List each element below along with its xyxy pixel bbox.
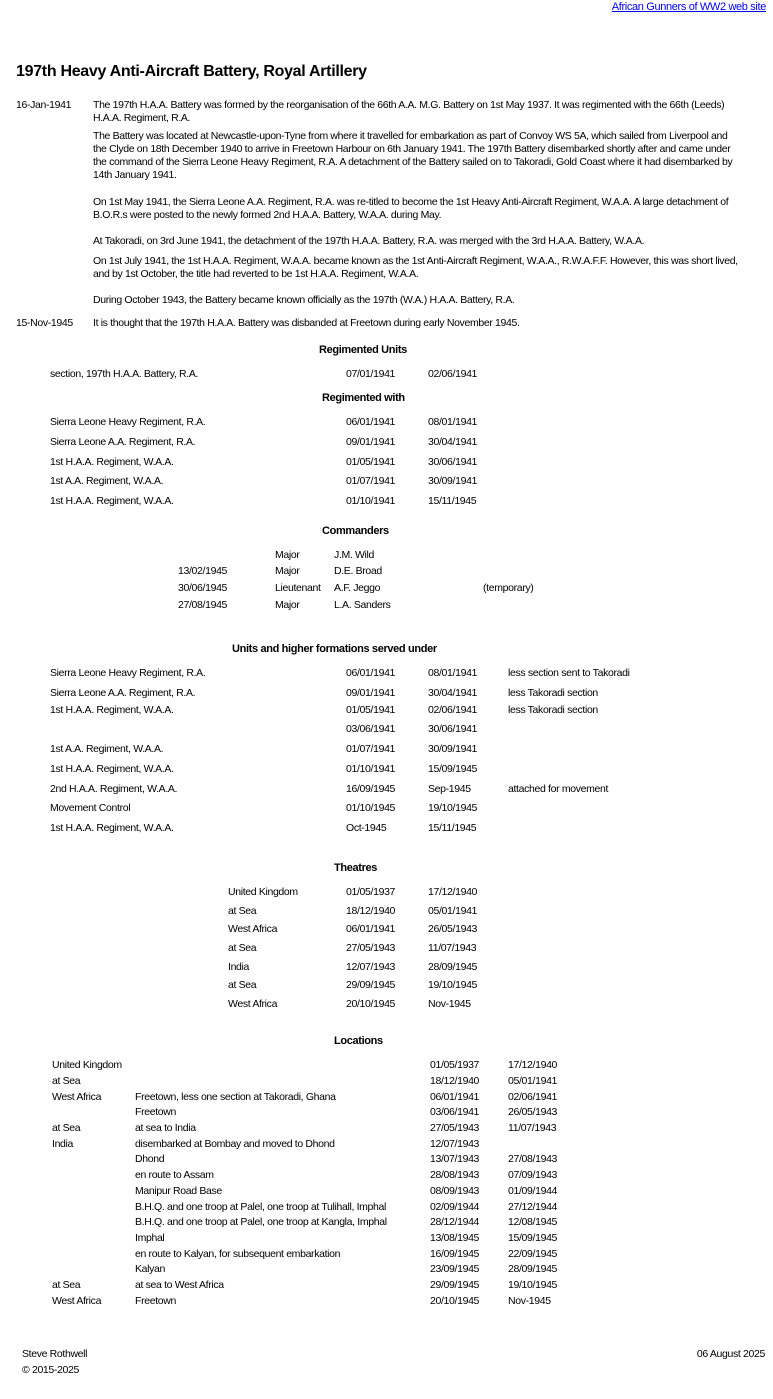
unit-name: 2nd H.A.A. Regiment, W.A.A. [50, 783, 178, 795]
date-from: 01/05/1941 [346, 704, 396, 716]
footer-copyright: © 2015-2025 [22, 1364, 80, 1376]
location-place: Freetown [135, 1106, 176, 1118]
location-place: Imphal [135, 1232, 165, 1244]
date-to: 28/09/1945 [428, 961, 478, 973]
date-from: 01/07/1941 [346, 743, 396, 755]
location-region: West Africa [52, 1091, 102, 1103]
location-place: en route to Assam [135, 1169, 214, 1181]
commander-name: A.F. Jeggo [334, 582, 381, 594]
theatre-place: United Kingdom [228, 886, 298, 898]
commander-rank: Lieutenant [275, 582, 321, 594]
history-paragraph: On 1st July 1941, the 1st H.A.A. Regiment, W.A.A. became known as the 1st Anti-Aircraft Regiment, W.A.A., R.W.A.F.F. However, this was short lived, and by 1st October, the title had reverted to be 1st H.A.A. Regiment, W.A.A. [93, 255, 738, 280]
unit-name: section, 197th H.A.A. Battery, R.A. [50, 368, 199, 380]
footer-date: 06 August 2025 [696, 1348, 765, 1360]
date-from: 18/12/1940 [430, 1075, 480, 1087]
date-from: 06/01/1941 [346, 667, 396, 679]
date-to: 01/09/1944 [508, 1185, 558, 1197]
locations-heading: Locations [334, 1035, 383, 1047]
date-from: 03/06/1941 [430, 1106, 480, 1118]
footer-author: Steve Rothwell [22, 1348, 88, 1360]
formations-heading: Units and higher formations served under [232, 643, 437, 655]
history-paragraph: It is thought that the 197th H.A.A. Battery was disbanded at Freetown during early November 1945. [93, 317, 520, 329]
date-to: 30/06/1941 [428, 456, 478, 468]
commander-rank: Major [275, 549, 300, 561]
unit-name: 1st A.A. Regiment, W.A.A. [50, 743, 164, 755]
date-from: 18/12/1940 [346, 905, 396, 917]
date-to: 17/12/1940 [508, 1059, 558, 1071]
commander-name: L.A. Sanders [334, 599, 391, 611]
date-to: 30/04/1941 [428, 687, 478, 699]
date-from: 07/01/1941 [346, 368, 396, 380]
date-from: 09/01/1941 [346, 687, 396, 699]
history-paragraph: During October 1943, the Battery became known officially as the 197th (W.A.) H.A.A. Battery, R.A. [93, 294, 515, 306]
date-to: Nov-1945 [508, 1295, 551, 1307]
history-paragraph: On 1st May 1941, the Sierra Leone A.A. Regiment, R.A. was re-titled to become the 1st Heavy Anti-Aircraft Regiment, W.A.A. A large detachment of B.O.R.s were posted to the newly formed 2nd H.A.A. Battery, W.A.A. during May. [93, 196, 729, 221]
theatre-place: at Sea [228, 979, 257, 991]
date-to: 11/07/1943 [428, 942, 477, 954]
history-date: 16-Jan-1941 [16, 99, 72, 111]
date-from: 12/07/1943 [430, 1138, 480, 1150]
location-place: disembarked at Bombay and moved to Dhond [135, 1138, 335, 1150]
date-to: 26/05/1943 [508, 1106, 558, 1118]
theatres-heading: Theatres [334, 862, 378, 874]
date-to: 26/05/1943 [428, 923, 478, 935]
history-paragraph: The 197th H.A.A. Battery was formed by the reorganisation of the 66th A.A. M.G. Battery on 1st May 1937. It was regimented with the 66th (Leeds) H.A.A. Regiment, R.A. [93, 99, 725, 124]
date-to: 08/01/1941 [428, 416, 478, 428]
location-region: India [52, 1138, 74, 1150]
date-from: 01/10/1945 [346, 802, 396, 814]
date-to: 30/09/1941 [428, 475, 478, 487]
date-to: 22/09/1945 [508, 1248, 558, 1260]
unit-name: 1st H.A.A. Regiment, W.A.A. [50, 704, 174, 716]
date-from: 06/01/1941 [346, 416, 396, 428]
commander-date: 27/08/1945 [178, 599, 228, 611]
location-place: Dhond [135, 1153, 165, 1165]
formation-note: less Takoradi section [508, 704, 598, 716]
date-to: 07/09/1943 [508, 1169, 558, 1181]
date-to: 28/09/1945 [508, 1263, 558, 1275]
location-region: West Africa [52, 1295, 102, 1307]
date-from: 08/09/1943 [430, 1185, 480, 1197]
date-to: 05/01/1941 [508, 1075, 558, 1087]
location-place: Freetown [135, 1295, 176, 1307]
date-from: 27/05/1943 [430, 1122, 480, 1134]
commander-name: J.M. Wild [334, 549, 375, 561]
date-to: 02/06/1941 [428, 368, 478, 380]
history-paragraph: The Battery was located at Newcastle-upon-Tyne from where it travelled for embarkation as part of Convoy WS 5A, which sailed from Liverpool and the Clyde on 18th December 1940 to arrive in Freetown Harbour on 6th January 1941. The 197th Battery disembarked shortly after and came under the command of the Sierra Leone Heavy Regiment, R.A. A detachment of the Battery sailed on to Takoradi, Gold Coast where it had disembarked by 14th January 1941. [93, 130, 733, 181]
date-from: 16/09/1945 [346, 783, 396, 795]
date-from: 27/05/1943 [346, 942, 396, 954]
location-place: at sea to West Africa [135, 1279, 224, 1291]
date-from: 01/10/1941 [346, 763, 396, 775]
date-from: 01/05/1941 [346, 456, 396, 468]
date-from: 06/01/1941 [346, 923, 396, 935]
unit-name: 1st H.A.A. Regiment, W.A.A. [50, 456, 174, 468]
date-to: 05/01/1941 [428, 905, 478, 917]
formation-note: less Takoradi section [508, 687, 598, 699]
location-place: at sea to India [135, 1122, 196, 1134]
unit-name: Movement Control [50, 802, 131, 814]
date-from: 01/07/1941 [346, 475, 396, 487]
commander-rank: Major [275, 565, 300, 577]
regimented-with-heading: Regimented with [322, 392, 405, 404]
unit-name: 1st H.A.A. Regiment, W.A.A. [50, 822, 174, 834]
location-region: at Sea [52, 1075, 81, 1087]
date-to: 12/08/1945 [508, 1216, 558, 1228]
commander-rank: Major [275, 599, 300, 611]
location-region: at Sea [52, 1279, 81, 1291]
date-from: 16/09/1945 [430, 1248, 480, 1260]
date-to: 11/07/1943 [508, 1122, 557, 1134]
unit-name: 1st H.A.A. Regiment, W.A.A. [50, 763, 174, 775]
date-from: 29/09/1945 [430, 1279, 480, 1291]
theatre-place: at Sea [228, 942, 257, 954]
commander-date: 30/06/1945 [178, 582, 228, 594]
history-date: 15-Nov-1945 [16, 317, 73, 329]
date-from: 13/07/1943 [430, 1153, 480, 1165]
date-to: 08/01/1941 [428, 667, 478, 679]
date-from: 01/05/1937 [346, 886, 396, 898]
location-region: United Kingdom [52, 1059, 122, 1071]
date-from: Oct-1945 [346, 822, 387, 834]
location-place: Manipur Road Base [135, 1185, 222, 1197]
date-to: 15/11/1945 [428, 822, 477, 834]
date-from: 12/07/1943 [346, 961, 396, 973]
regimented-units-heading: Regimented Units [319, 344, 407, 356]
date-from: 13/08/1945 [430, 1232, 480, 1244]
commanders-heading: Commanders [322, 525, 389, 537]
commander-note: (temporary) [483, 582, 534, 594]
date-to: 27/12/1944 [508, 1201, 558, 1213]
commander-date: 13/02/1945 [178, 565, 228, 577]
date-to: Nov-1945 [428, 998, 471, 1010]
date-to: 15/09/1945 [428, 763, 478, 775]
unit-name: 1st H.A.A. Regiment, W.A.A. [50, 495, 174, 507]
date-to: 19/10/1945 [428, 802, 478, 814]
date-from: 09/01/1941 [346, 436, 396, 448]
unit-name: 1st A.A. Regiment, W.A.A. [50, 475, 164, 487]
date-from: 20/10/1945 [430, 1295, 480, 1307]
date-to: 15/09/1945 [508, 1232, 558, 1244]
date-from: 01/05/1937 [430, 1059, 480, 1071]
date-to: 27/08/1943 [508, 1153, 558, 1165]
formation-note: less section sent to Takoradi [508, 667, 630, 679]
history-paragraph: At Takoradi, on 3rd June 1941, the detachment of the 197th H.A.A. Battery, R.A. was merged with the 3rd H.A.A. Battery, W.A.A. [93, 235, 645, 247]
location-place: Kalyan [135, 1263, 166, 1275]
unit-name: Sierra Leone A.A. Regiment, R.A. [50, 436, 196, 448]
date-from: 06/01/1941 [430, 1091, 480, 1103]
date-to: 19/10/1945 [508, 1279, 558, 1291]
date-to: 30/09/1941 [428, 743, 478, 755]
date-from: 02/09/1944 [430, 1201, 480, 1213]
date-to: 17/12/1940 [428, 886, 478, 898]
location-place: B.H.Q. and one troop at Palel, one troop at Tulihall, Imphal [135, 1201, 386, 1213]
theatre-place: West Africa [228, 923, 278, 935]
date-to: 30/04/1941 [428, 436, 478, 448]
date-from: 01/10/1941 [346, 495, 396, 507]
date-from: 20/10/1945 [346, 998, 396, 1010]
page-title: 197th Heavy Anti-Aircraft Battery, Royal Artillery [16, 63, 367, 80]
location-place: en route to Kalyan, for subsequent embarkation [135, 1248, 341, 1260]
date-from: 28/08/1943 [430, 1169, 480, 1181]
date-to: 30/06/1941 [428, 723, 478, 735]
theatre-place: India [228, 961, 250, 973]
date-from: 28/12/1944 [430, 1216, 480, 1228]
african-gunners-site-link[interactable]: African Gunners of WW2 web site [611, 1, 766, 13]
date-to: 02/06/1941 [508, 1091, 558, 1103]
date-to: 15/11/1945 [428, 495, 477, 507]
location-place: Freetown, less one section at Takoradi, Ghana [135, 1091, 336, 1103]
formation-note: attached for movement [508, 783, 609, 795]
date-to: Sep-1945 [428, 783, 471, 795]
unit-name: Sierra Leone Heavy Regiment, R.A. [50, 667, 206, 679]
date-from: 23/09/1945 [430, 1263, 480, 1275]
commander-name: D.E. Broad [334, 565, 382, 577]
unit-name: Sierra Leone A.A. Regiment, R.A. [50, 687, 196, 699]
location-place: B.H.Q. and one troop at Palel, one troop at Kangla, Imphal [135, 1216, 387, 1228]
theatre-place: at Sea [228, 905, 257, 917]
date-from: 29/09/1945 [346, 979, 396, 991]
unit-name: Sierra Leone Heavy Regiment, R.A. [50, 416, 206, 428]
date-to: 19/10/1945 [428, 979, 478, 991]
location-region: at Sea [52, 1122, 81, 1134]
date-to: 02/06/1941 [428, 704, 478, 716]
theatre-place: West Africa [228, 998, 278, 1010]
date-from: 03/06/1941 [346, 723, 396, 735]
